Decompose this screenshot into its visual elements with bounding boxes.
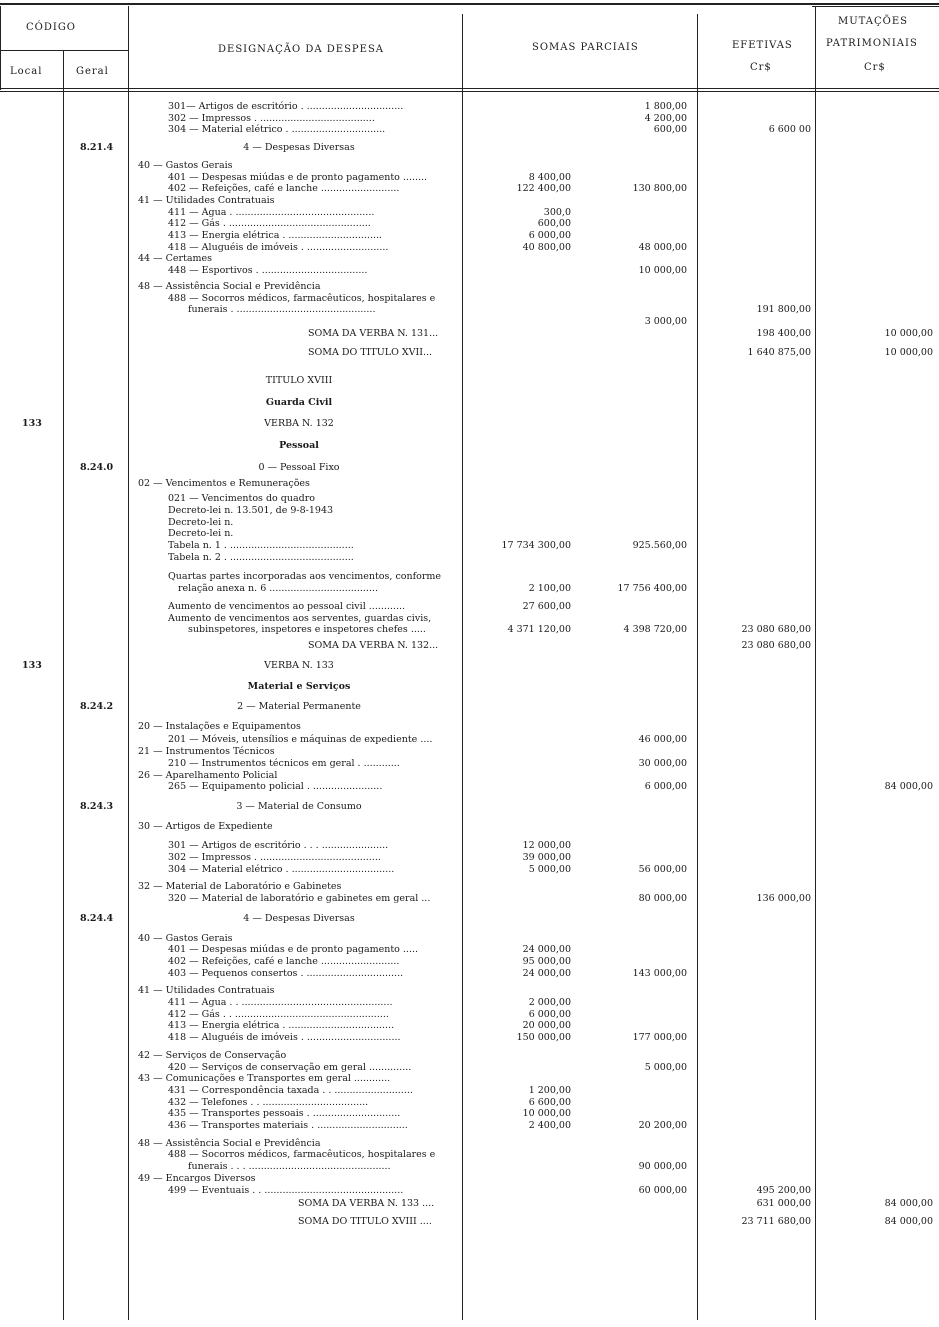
expense-description: 40 — Gastos Gerais <box>138 932 233 944</box>
expense-description: 304 — Material elétrico . .................................. <box>168 863 395 875</box>
patrimonial-value: 10 000,00 <box>884 327 933 339</box>
expense-description: 26 — Aparelhamento Policial <box>138 769 278 781</box>
expense-description: 418 — Aluguéis de imóveis . ........................... <box>168 241 389 253</box>
header-local: Local <box>10 66 43 77</box>
partial-sum-2: 1 800,00 <box>644 101 687 112</box>
expense-description: 021 — Vencimentos do quadro <box>168 493 315 505</box>
expense-description: 401 — Despesas miúdas e de pronto pagamento ..... <box>168 944 419 956</box>
expense-description: 43 — Comunicações e Transportes em geral ............ <box>138 1073 391 1085</box>
expense-description: 44 — Certames <box>138 253 213 265</box>
table-row <box>0 1009 939 1021</box>
expense-description: 418 — Aluguéis de imóveis . ............................... <box>168 1032 401 1044</box>
partial-sum-1: 12 000,00 <box>522 840 571 852</box>
expense-description: Pessoal <box>279 440 319 452</box>
table-row <box>0 624 939 636</box>
partial-sum-1: 10 000,00 <box>522 1108 571 1120</box>
expense-description: 32 — Material de Laboratório e Gabinetes <box>138 881 342 893</box>
effective-value: 631 000,00 <box>756 1198 811 1210</box>
table-row <box>0 195 939 207</box>
expense-description: 412 — Gás . ............................................... <box>168 218 371 230</box>
expense-description: 301 — Artigos de escritório . . . ...................... <box>168 840 389 852</box>
expense-description: 304 — Material elétrico . ............................... <box>168 124 386 136</box>
patrimonial-value: 84 000,00 <box>884 781 933 793</box>
mutacoes-top-rule <box>812 6 939 7</box>
expense-description: Quartas partes incorporadas aos vencimentos, conforme <box>168 571 442 583</box>
table-row <box>0 1097 939 1109</box>
partial-sum-1: 20 000,00 <box>522 1020 571 1032</box>
expense-description: subinspetores, inspetores e inspetores chefes ..... <box>188 624 426 636</box>
table-row <box>0 124 939 136</box>
header-rule-2 <box>0 91 939 92</box>
expense-description: 48 — Assistência Social e Previdência <box>138 1137 321 1149</box>
partial-sum-2: 177 000,00 <box>632 1032 687 1044</box>
expense-description: Tabela n. 1 . ......................................... <box>168 540 354 551</box>
header-efetivas-unit: Cr$ <box>750 62 772 73</box>
expense-description: 411 — Água . .............................................. <box>168 206 375 218</box>
expense-description: SOMA DA VERBA N. 131... <box>308 327 439 339</box>
col-rule-left <box>0 6 1 90</box>
partial-sum-2: 10 000,00 <box>638 265 687 277</box>
table-row <box>0 913 939 925</box>
partial-sum-1: 4 371 120,00 <box>507 624 571 636</box>
effective-value: 6 600 00 <box>768 124 811 136</box>
table-row <box>0 1032 939 1044</box>
table-row <box>0 1216 939 1228</box>
effective-value: 495 200,00 <box>756 1184 811 1196</box>
expense-description: 488 — Socorros médicos, farmacêuticos, hospitalares e <box>168 292 436 304</box>
expense-description: 401 — Despesas miúdas e de pronto pagamento ........ <box>168 171 428 183</box>
partial-sum-2: 143 000,00 <box>632 967 687 979</box>
table-row <box>0 893 939 905</box>
geral-code: 8.24.2 <box>80 701 114 712</box>
geral-code: 8.24.0 <box>80 461 114 473</box>
expense-description: 48 — Assistência Social e Previdência <box>138 280 321 292</box>
table-row <box>0 418 939 430</box>
table-row <box>0 613 939 625</box>
expense-description: funerais . . . ............................................... <box>188 1161 391 1173</box>
header-designacao: DESIGNAÇÃO DA DESPESA <box>218 44 385 55</box>
table-row <box>0 478 939 490</box>
table-row <box>0 101 939 113</box>
expense-description: SOMA DA VERBA N. 132... <box>308 639 439 651</box>
table-row <box>0 881 939 893</box>
patrimonial-value: 10 000,00 <box>884 347 933 359</box>
table-row <box>0 781 939 793</box>
table-row <box>0 462 939 474</box>
expense-description: 210 — Instrumentos técnicos em geral . ............ <box>168 757 400 769</box>
table-row <box>0 183 939 195</box>
table-row <box>0 933 939 945</box>
effective-value: 191 800,00 <box>756 304 811 316</box>
effective-value: 23 711 680,00 <box>741 1215 811 1227</box>
table-row <box>0 601 939 613</box>
table-row <box>0 968 939 980</box>
partial-sum-2: 60 000,00 <box>638 1184 687 1196</box>
expense-description: 435 — Transportes pessoais . ............................. <box>168 1108 401 1120</box>
expense-description: 420 — Serviços de conservação em geral .............. <box>168 1061 412 1073</box>
table-row <box>0 293 939 305</box>
partial-sum-2: 6 000,00 <box>644 781 687 793</box>
partial-sum-2: 5 000,00 <box>644 1061 687 1073</box>
partial-sum-2: 56 000,00 <box>638 863 687 875</box>
table-row <box>0 1062 939 1074</box>
expense-description: 201 — Móveis, utensílios e máquinas de expediente .... <box>168 734 433 746</box>
expense-description: SOMA DA VERBA N. 133 .... <box>298 1198 435 1210</box>
table-row <box>0 1173 939 1185</box>
table-row <box>0 681 939 693</box>
partial-sum-2: 600,00 <box>653 124 687 136</box>
partial-sum-1: 300,0 <box>543 206 571 218</box>
effective-value: 136 000,00 <box>756 893 811 905</box>
table-row <box>0 540 939 552</box>
partial-sum-1: 6 000,00 <box>528 230 571 241</box>
expense-description: Decreto-lei n. <box>168 528 234 540</box>
table-row <box>0 801 939 813</box>
table-row <box>0 242 939 254</box>
table-row <box>0 505 939 517</box>
table-row <box>0 721 939 733</box>
partial-sum-1: 8 400,00 <box>528 171 571 183</box>
table-row <box>0 640 939 652</box>
table-row <box>0 660 939 672</box>
table-row <box>0 440 939 452</box>
expense-description: funerais . .............................................. <box>188 304 376 316</box>
expense-description: 0 — Pessoal Fixo <box>258 461 340 473</box>
table-row <box>0 734 939 746</box>
expense-description: Aumento de vencimentos ao pessoal civil ............ <box>168 600 406 612</box>
table-row <box>0 113 939 125</box>
expense-description: 413 — Energia elétrica . ................................... <box>168 1020 395 1032</box>
expense-description: 431 — Correspondência taxada . . .......................... <box>168 1084 413 1096</box>
expense-description: 41 — Utilidades Contratuais <box>138 985 275 997</box>
local-code: 133 <box>22 418 42 430</box>
expense-description: 448 — Esportivos . ................................... <box>168 265 368 277</box>
header-patrimoniais: PATRIMONIAIS <box>826 38 918 49</box>
expense-description: 436 — Transportes materiais . .............................. <box>168 1120 408 1131</box>
table-row <box>0 265 939 277</box>
table-row <box>0 571 939 583</box>
partial-sum-1: 122 400,00 <box>516 183 571 195</box>
partial-sum-1: 5 000,00 <box>528 863 571 875</box>
table-row <box>0 944 939 956</box>
partial-sum-1: 1 200,00 <box>528 1084 571 1096</box>
effective-value: 1 640 875,00 <box>747 347 811 359</box>
table-row <box>0 1050 939 1062</box>
expense-description: 30 — Artigos de Expediente <box>138 820 273 832</box>
table-row <box>0 997 939 1009</box>
table-row <box>0 218 939 230</box>
table-row <box>0 172 939 184</box>
expense-description: 49 — Encargos Diversos <box>138 1172 256 1184</box>
table-row <box>0 956 939 968</box>
partial-sum-1: 40 800,00 <box>522 241 571 253</box>
partial-sum-2: 90 000,00 <box>638 1161 687 1173</box>
partial-sum-1: 39 000,00 <box>522 852 571 863</box>
table-row <box>0 770 939 782</box>
partial-sum-1: 2 000,00 <box>528 997 571 1008</box>
expense-description: relação anexa n. 6 .................................... <box>178 583 378 595</box>
expense-description: TITULO XVIII <box>265 375 333 386</box>
table-row <box>0 1138 939 1150</box>
expense-description: Material e Serviços <box>247 681 351 693</box>
table-row <box>0 1120 939 1132</box>
table-row <box>0 1149 939 1161</box>
header-efetivas: EFETIVAS <box>732 40 793 51</box>
partial-sum-2: 30 000,00 <box>638 757 687 769</box>
effective-value: 23 080 680,00 <box>741 624 811 636</box>
header-rule-1 <box>0 88 939 89</box>
partial-sum-1: 95 000,00 <box>522 955 571 967</box>
partial-sum-1: 2 400,00 <box>528 1120 571 1131</box>
expense-description: 499 — Eventuais . . .............................................. <box>168 1184 404 1196</box>
expense-description: Aumento de vencimentos aos serventes, guardas civis, <box>168 612 432 624</box>
header-geral: Geral <box>76 66 109 77</box>
table-row <box>0 207 939 219</box>
table-row <box>0 397 939 409</box>
table-row <box>0 160 939 172</box>
expense-description: 3 — Material de Consumo <box>236 800 362 812</box>
expense-description: 301— Artigos de escritório . ................................ <box>168 101 404 112</box>
local-code: 133 <box>22 659 42 671</box>
expense-description: 320 — Material de laboratório e gabinetes em geral ... <box>168 893 431 905</box>
patrimonial-value: 84 000,00 <box>884 1215 933 1227</box>
table-row <box>0 347 939 359</box>
table-row <box>0 375 939 387</box>
table-row <box>0 281 939 293</box>
partial-sum-1: 17 734 300,00 <box>501 540 571 551</box>
partial-sum-1: 600,00 <box>537 218 571 230</box>
expense-description: 20 — Instalações e Equipamentos <box>138 720 301 732</box>
table-row <box>0 1020 939 1032</box>
expense-description: 41 — Utilidades Contratuais <box>138 194 275 206</box>
partial-sum-2: 48 000,00 <box>638 241 687 253</box>
expense-description: Decreto-lei n. 13.501, de 9-8-1943 <box>168 504 334 516</box>
table-row <box>0 142 939 154</box>
partial-sum-2: 17 756 400,00 <box>617 583 687 595</box>
expense-description: SOMA DO TITULO XVIII .... <box>298 1215 432 1227</box>
geral-code: 8.21.4 <box>80 142 114 154</box>
table-row <box>0 746 939 758</box>
table-row <box>0 821 939 833</box>
table-row <box>0 304 939 316</box>
expense-description: 42 — Serviços de Conservação <box>138 1049 287 1061</box>
table-row <box>0 985 939 997</box>
table-row <box>0 701 939 713</box>
expense-description: 4 — Despesas Diversas <box>243 912 355 924</box>
partial-sum-1: 24 000,00 <box>522 944 571 956</box>
expense-description: 488 — Socorros médicos, farmacêuticos, hospitalares e <box>168 1149 436 1161</box>
table-row <box>0 528 939 540</box>
header-mutacoes-unit: Cr$ <box>864 62 886 73</box>
partial-sum-2: 4 398 720,00 <box>623 624 687 636</box>
effective-value: 23 080 680,00 <box>741 639 811 651</box>
table-row <box>0 1108 939 1120</box>
expense-description: 302 — Impressos . ...................................... <box>168 112 375 124</box>
partial-sum-1: 2 100,00 <box>528 583 571 595</box>
expense-description: 411 — Água . . .................................................. <box>168 997 393 1008</box>
partial-sum-2: 3 000,00 <box>644 315 687 327</box>
partial-sum-2: 80 000,00 <box>638 893 687 905</box>
expense-description: VERBA N. 133 <box>264 659 334 671</box>
expense-description: 403 — Pequenos consertos . ................................ <box>168 967 404 979</box>
table-row <box>0 230 939 242</box>
table-row <box>0 552 939 564</box>
expense-description: 412 — Gás . . ................................................... <box>168 1008 389 1020</box>
expense-description: 432 — Telefones . . ................................... <box>168 1096 369 1108</box>
table-row <box>0 1161 939 1173</box>
table-row <box>0 1085 939 1097</box>
table-row <box>0 493 939 505</box>
table-row <box>0 583 939 595</box>
partial-sum-2: 20 200,00 <box>638 1120 687 1131</box>
expense-description: Decreto-lei n. <box>168 516 234 528</box>
effective-value: 198 400,00 <box>756 327 811 339</box>
table-row <box>0 1073 939 1085</box>
expense-description: 4 — Despesas Diversas <box>243 142 355 154</box>
partial-sum-2: 130 800,00 <box>632 183 687 195</box>
expense-description: Guarda Civil <box>265 396 333 408</box>
header-somas-parciais: SOMAS PARCIAIS <box>532 42 639 53</box>
partial-sum-1: 24 000,00 <box>522 967 571 979</box>
expense-description: 265 — Equipamento policial . ....................... <box>168 781 383 793</box>
expense-description: VERBA N. 132 <box>264 418 334 430</box>
expense-description: 413 — Energia elétrica . ............................... <box>168 230 383 241</box>
table-row <box>0 316 939 328</box>
partial-sum-1: 6 600,00 <box>528 1096 571 1108</box>
header-codigo: CÓDIGO <box>26 22 77 33</box>
expense-description: 302 — Impressos . ........................................ <box>168 852 381 863</box>
top-rule <box>0 3 939 5</box>
table-row <box>0 1185 939 1197</box>
geral-code: 8.24.3 <box>80 800 114 812</box>
partial-sum-1: 6 000,00 <box>528 1008 571 1020</box>
partial-sum-2: 46 000,00 <box>638 734 687 746</box>
partial-sum-1: 27 600,00 <box>522 600 571 612</box>
header-mutacoes: MUTAÇÕES <box>838 16 909 27</box>
expense-description: 2 — Material Permanente <box>237 701 361 712</box>
expense-description: SOMA DO TITULO XVII... <box>308 347 433 359</box>
partial-sum-1: 150 000,00 <box>516 1032 571 1044</box>
expense-description: 402 — Refeições, café e lanche .......................... <box>168 955 400 967</box>
expense-description: 02 — Vencimentos e Remunerações <box>138 477 310 489</box>
expense-description: 21 — Instrumentos Técnicos <box>138 746 275 758</box>
table-row <box>0 517 939 529</box>
table-row <box>0 758 939 770</box>
table-row <box>0 864 939 876</box>
expense-description: Tabela n. 2 . ......................................... <box>168 551 354 563</box>
table-row <box>0 852 939 864</box>
partial-sum-2: 925.560,00 <box>632 540 687 551</box>
table-row <box>0 328 939 340</box>
partial-sum-2: 4 200,00 <box>644 112 687 124</box>
patrimonial-value: 84 000,00 <box>884 1198 933 1210</box>
expense-description: 402 — Refeições, café e lanche .......................... <box>168 183 400 195</box>
table-row <box>0 253 939 265</box>
expense-description: 40 — Gastos Gerais <box>138 159 233 171</box>
table-row <box>0 840 939 852</box>
codigo-split-rule <box>0 50 128 51</box>
geral-code: 8.24.4 <box>80 912 114 924</box>
table-row <box>0 1198 939 1210</box>
